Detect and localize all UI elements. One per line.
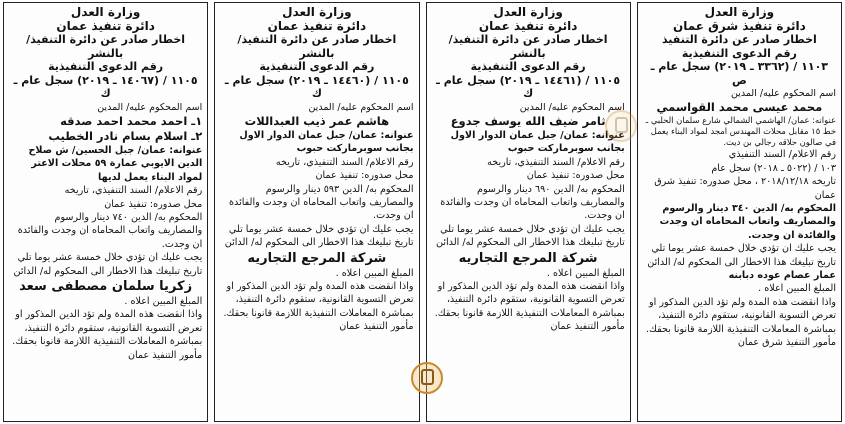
notice-heading: اخطار صادر عن دائرة التنفيذ/بالنشر: [237, 33, 397, 60]
document-label: رقم الاعلام/ السند التنفيذي، تاريخه: [487, 156, 625, 168]
judgment-amount: المحكوم به/ الدين ٥٩٣ دينار والرسوم والمصاريف واتعاب المحاماه ان وجدت والفائدة ان وجدت.: [229, 183, 414, 222]
case-label: رقم الدعوى التنفيذية: [259, 60, 375, 73]
legal-warning: واذا انقضت هذه المدة ولم تؤد الدين المذكور او تعرض التسوية القانونية، ستقوم دائرة التنفيذ، بمباشرة المعاملات التنفيذية اللازمة قانونا بحقك.: [645, 296, 836, 335]
legal-warning: واذا انقضت هذه المدة ولم تؤد الدين المذكور او تعرض التسوية القانونية، ستقوم دائرة التنفيذ، بمباشرة المعاملات التنفيذية اللازمة قانونا بحقك.: [434, 280, 625, 319]
document-label: رقم الاعلام/ السند التنفيذي، تاريخه: [275, 156, 414, 168]
amount-note: المبلغ المبين اعلاه .: [546, 267, 625, 279]
ministry-title: وزارة العدل: [70, 5, 141, 19]
notice-header: [9, 33, 202, 101]
debtor-label: اسم المحكوم عليه/ المدين: [97, 101, 203, 113]
amount-note: المبلغ المبين اعلاه .: [335, 267, 414, 279]
debtor-label: اسم المحكوم عليه/ المدين: [730, 88, 836, 99]
amount-note: المبلغ المبين اعلاه .: [124, 295, 203, 307]
judgment-amount: المحكوم به/ الدين ٣٤٠ دينار والرسوم والمصاريف واتعاب المحاماه ان وجدت والفائدة ان وجدت.: [659, 203, 836, 241]
debtor-name: ٢ـ اسلام بسام نادر الخطيب: [48, 128, 203, 143]
notice-east-amman: [637, 2, 842, 422]
officer-signature: مأمور التنفيذ عمان: [127, 349, 203, 361]
watermark-seal-icon: [605, 110, 637, 142]
notice-amman-14461: [426, 2, 631, 422]
payment-instruction: يجب عليك ان تؤدي خلال خمسة عشر يوما تلي تاريخ تبليغك هذا الاخطار الى المحكوم له/ الدائن: [224, 223, 414, 249]
case-label: رقم الدعوى التنفيذية: [470, 60, 586, 73]
notice-header: [220, 33, 413, 101]
legal-warning: واذا انقضت هذه المدة ولم تؤد الدين المذكور او تعرض التسوية القانونية، ستقوم دائرة التنفيذ، بمباشرة المعاملات التنفيذية اللازمة قانونا بحقك.: [12, 309, 203, 348]
payment-instruction: يجب عليك ان تؤدي خلال خمسة عشر يوما تلي تاريخ تبليغك هذا الاخطار الى المحكوم له/ الدائن: [13, 252, 203, 277]
department-title: دائرة تنفيذ عمان: [267, 19, 367, 33]
debtor-name: هاشم عمر ذيب العبداللات: [244, 113, 390, 128]
case-label: رقم الدعوى التنفيذية: [681, 46, 797, 60]
notice-heading: اخطار صادر عن دائرة التنفيذ/بالنشر: [26, 33, 186, 60]
case-label: رقم الدعوى التنفيذية: [48, 60, 164, 73]
debtor-name: ثامر ضيف الله يوسف جدوع: [450, 113, 606, 128]
creditor-name: شركة المرجع التجاريه: [458, 250, 598, 266]
issue-place: محل صدوره: تنفيذ عمان: [526, 170, 625, 182]
department-title: دائرة تنفيذ شرق عمان: [673, 19, 806, 33]
creditor-name: عمار عصام عوده دبابنه: [728, 270, 836, 282]
debtor-address: عنوانه: عمان/ جبل الحسين/ ش صلاح الدين الايوبي عمارة ٥٩ محلات الاعتر لمواد البناء يعمل لديها: [28, 144, 203, 183]
issue-place: محل صدوره: تنفيذ عمان: [104, 198, 203, 210]
case-number: ١١٠٣ / (٣٣٦٢ ـ ٢٠١٩) سجل عام ـ ص: [650, 60, 828, 87]
notice-header: [432, 33, 625, 101]
judgment-amount: المحكوم به/ الدين ٧٤٠ دينار والرسوم والمصاريف واتعاب المحاماه ان وجدت والفائدة ان وجدت.: [17, 211, 203, 250]
debtor-name: محمد عيسى محمد القواسمي: [656, 100, 823, 115]
notice-amman-14460: [214, 2, 419, 422]
stamp-seal-icon: [411, 362, 443, 394]
debtor-address: عنوانه: عمان/ الهاشمي الشمالي شارع سلمان الحلبي ـ خط ١٥ مقابل محلات المهندس امجد لمواد البناء يعمل في صالون حلاقه رجالي بن ديت.: [645, 115, 836, 148]
case-number: ١١٠٥ / (١٤٤٦١ ـ ٢٠١٩) سجل عام ـ ك: [436, 73, 621, 100]
notice-amman-14067: [3, 2, 208, 422]
case-number: ١١٠٥ / (١٤٤٦٠ ـ ٢٠١٩) سجل عام ـ ك: [224, 73, 409, 100]
debtor-label: اسم المحكوم عليه/ المدين: [519, 101, 625, 113]
officer-signature: مأمور التنفيذ عمان: [550, 321, 625, 333]
debtor-label: اسم المحكوم عليه/ المدين: [308, 101, 414, 113]
debtor-address: عنوانه: عمان/ جبل عمان الدوار الاول بجانب سوبرماركت حبوب: [450, 129, 625, 155]
department-title: دائرة تنفيذ عمان: [478, 19, 578, 33]
document-date: تاريخه ٢٠١٨/١٢/١٨ ، محل صدوره: تنفيذ شرق عمان: [654, 176, 836, 201]
officer-signature: مأمور التنفيذ شرق عمان: [737, 337, 836, 349]
notice-heading: اخطار صادر عن دائرة التنفيذ: [661, 33, 817, 46]
ministry-title: وزارة العدل: [282, 5, 352, 19]
amount-note: المبلغ المبين اعلاه .: [758, 283, 836, 295]
department-title: دائرة تنفيذ عمان: [56, 19, 155, 33]
judgment-amount: المحكوم به/ الدين ٦٩٠ دينار والرسوم والمصاريف واتعاب المحاماه ان وجدت والفائدة ان وجدت.: [440, 183, 625, 222]
officer-signature: مأمور التنفيذ عمان: [339, 321, 414, 333]
ministry-title: وزارة العدل: [704, 5, 775, 19]
creditor-name: شركة المرجع التجاريه: [247, 250, 387, 266]
debtor-address: عنوانه: عمان/ جبل عمان الدوار الاول بجانب سوبرماركت حبوب: [239, 129, 414, 155]
notice-header: [643, 33, 836, 87]
payment-instruction: يجب عليك ان تؤدي خلال خمسة عشر يوما تلي تاريخ تبليغك هذا الاخطار الى المحكوم له/ الدائن: [436, 223, 625, 249]
debtor-name: ١ـ احمد محمد احمد صدقه: [60, 113, 203, 128]
notice-heading: اخطار صادر عن دائرة التنفيذ/بالنشر: [448, 33, 608, 60]
document-label: رقم الاعلام/ السند التنفيذي، تاريخه: [64, 185, 203, 197]
case-number: ١١٠٥ / (١٤٠٦٧ ـ ٢٠١٩) سجل عام ـ ك: [13, 73, 198, 100]
issue-place: محل صدوره: تنفيذ عمان: [315, 170, 414, 182]
creditor-name: زكريا سلمان مصطفى سعد: [19, 278, 193, 294]
document-label: رقم الاعلام/ السند التنفيذي: [728, 149, 836, 161]
payment-instruction: يجب عليك ان تؤدي خلال خمسة عشر يوما تلي تاريخ تبليغك هذا الاخطار الى المحكوم له/ الدائن: [647, 243, 836, 268]
document-number: ١٠٣ / (٥٠٢٢ ـ ٢٠١٨) سجل عام: [711, 162, 836, 174]
ministry-title: وزارة العدل: [493, 5, 563, 19]
legal-warning: واذا انقضت هذه المدة ولم تؤد الدين المذكور او تعرض التسوية القانونية، ستقوم دائرة التنفيذ، بمباشرة المعاملات التنفيذية اللازمة قانونا بحقك.: [223, 280, 414, 319]
